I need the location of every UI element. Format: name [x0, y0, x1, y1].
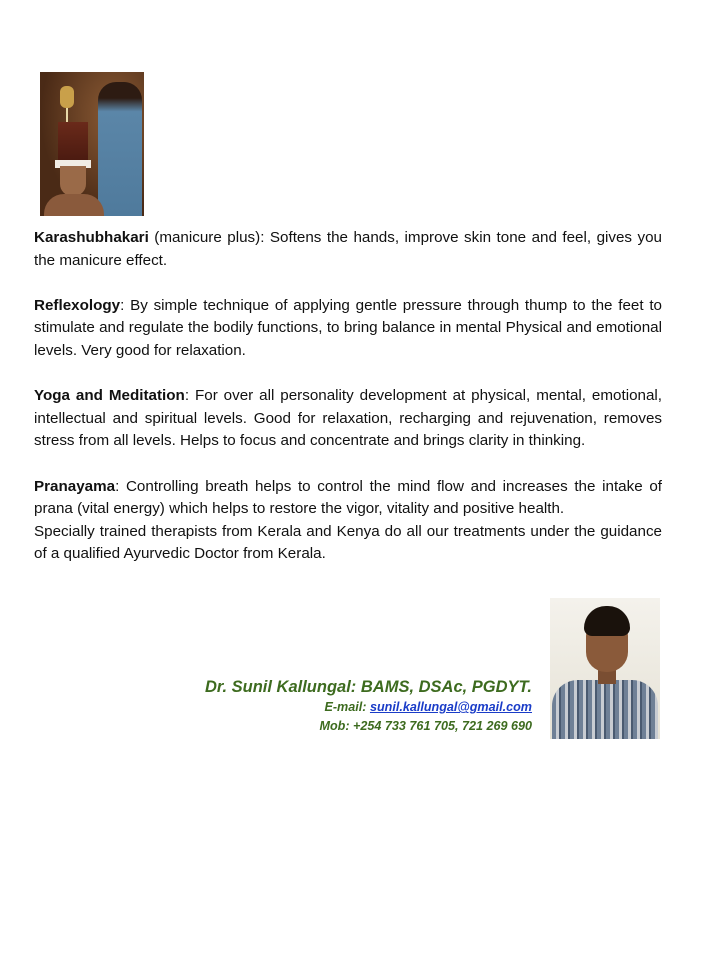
term-label: Reflexology [34, 296, 121, 314]
email-link[interactable]: sunil.kallungal@gmail.com [369, 700, 532, 714]
term-description: : For over all personality development at physical, mental, emotional, intellectual and spiritual levels. Good for relaxation, recharging and rejuvenation, removes stress from all levels. Helps to focus and concentrate and brings clarity in thinking. [34, 387, 663, 450]
doctor-name: Dr. Sunil Kallungal: BAMS, DSAc, PGDYT. [205, 678, 532, 696]
term-label: Karashubhakari [34, 229, 149, 246]
client-face [60, 166, 86, 196]
client-shoulders [44, 194, 104, 216]
mobile-line: Mob: +254 733 761 705, 721 269 690 [319, 719, 532, 733]
therapist-figure [98, 82, 142, 216]
oil-pot [60, 86, 74, 108]
treatments-text [34, 227, 662, 566]
email-line [205, 698, 532, 717]
treatment-cap [58, 122, 88, 162]
paragraph-reflexology [34, 295, 662, 363]
paragraph-karashubhakari [34, 227, 662, 272]
paragraph-pranayama [34, 476, 662, 521]
term-label: Yoga and Meditation [34, 387, 185, 405]
paragraph-yoga-meditation [34, 385, 662, 453]
treatment-photo [40, 72, 144, 216]
doctor-portrait [550, 598, 660, 739]
email-label: E-mail: [324, 700, 370, 714]
term-description: : By simple technique of applying gentle pressure through thump to the feet to stimulate and regulate the bodily functions, to bring balance in mental Physical and emotional levels. Very good for relaxation. [34, 296, 662, 359]
doctor-hair [584, 606, 630, 636]
term-description: : Controlling breath helps to control the mind flow and increases the intake of prana (vital energy) which helps to restore the vigor, vitality and positive health. [34, 477, 662, 518]
signature-block [205, 676, 532, 736]
term-label: Pranayama [34, 477, 116, 495]
closing-paragraph: Specially trained therapists from Kerala and Kenya do all our treatments under the guidance of a qualified Ayurvedic Doctor from Kerala. [34, 522, 662, 563]
term-description: (manicure plus): Softens the hands, improve skin tone and feel, gives you the manicure effect. [34, 229, 662, 269]
doctor-shirt [552, 680, 658, 739]
